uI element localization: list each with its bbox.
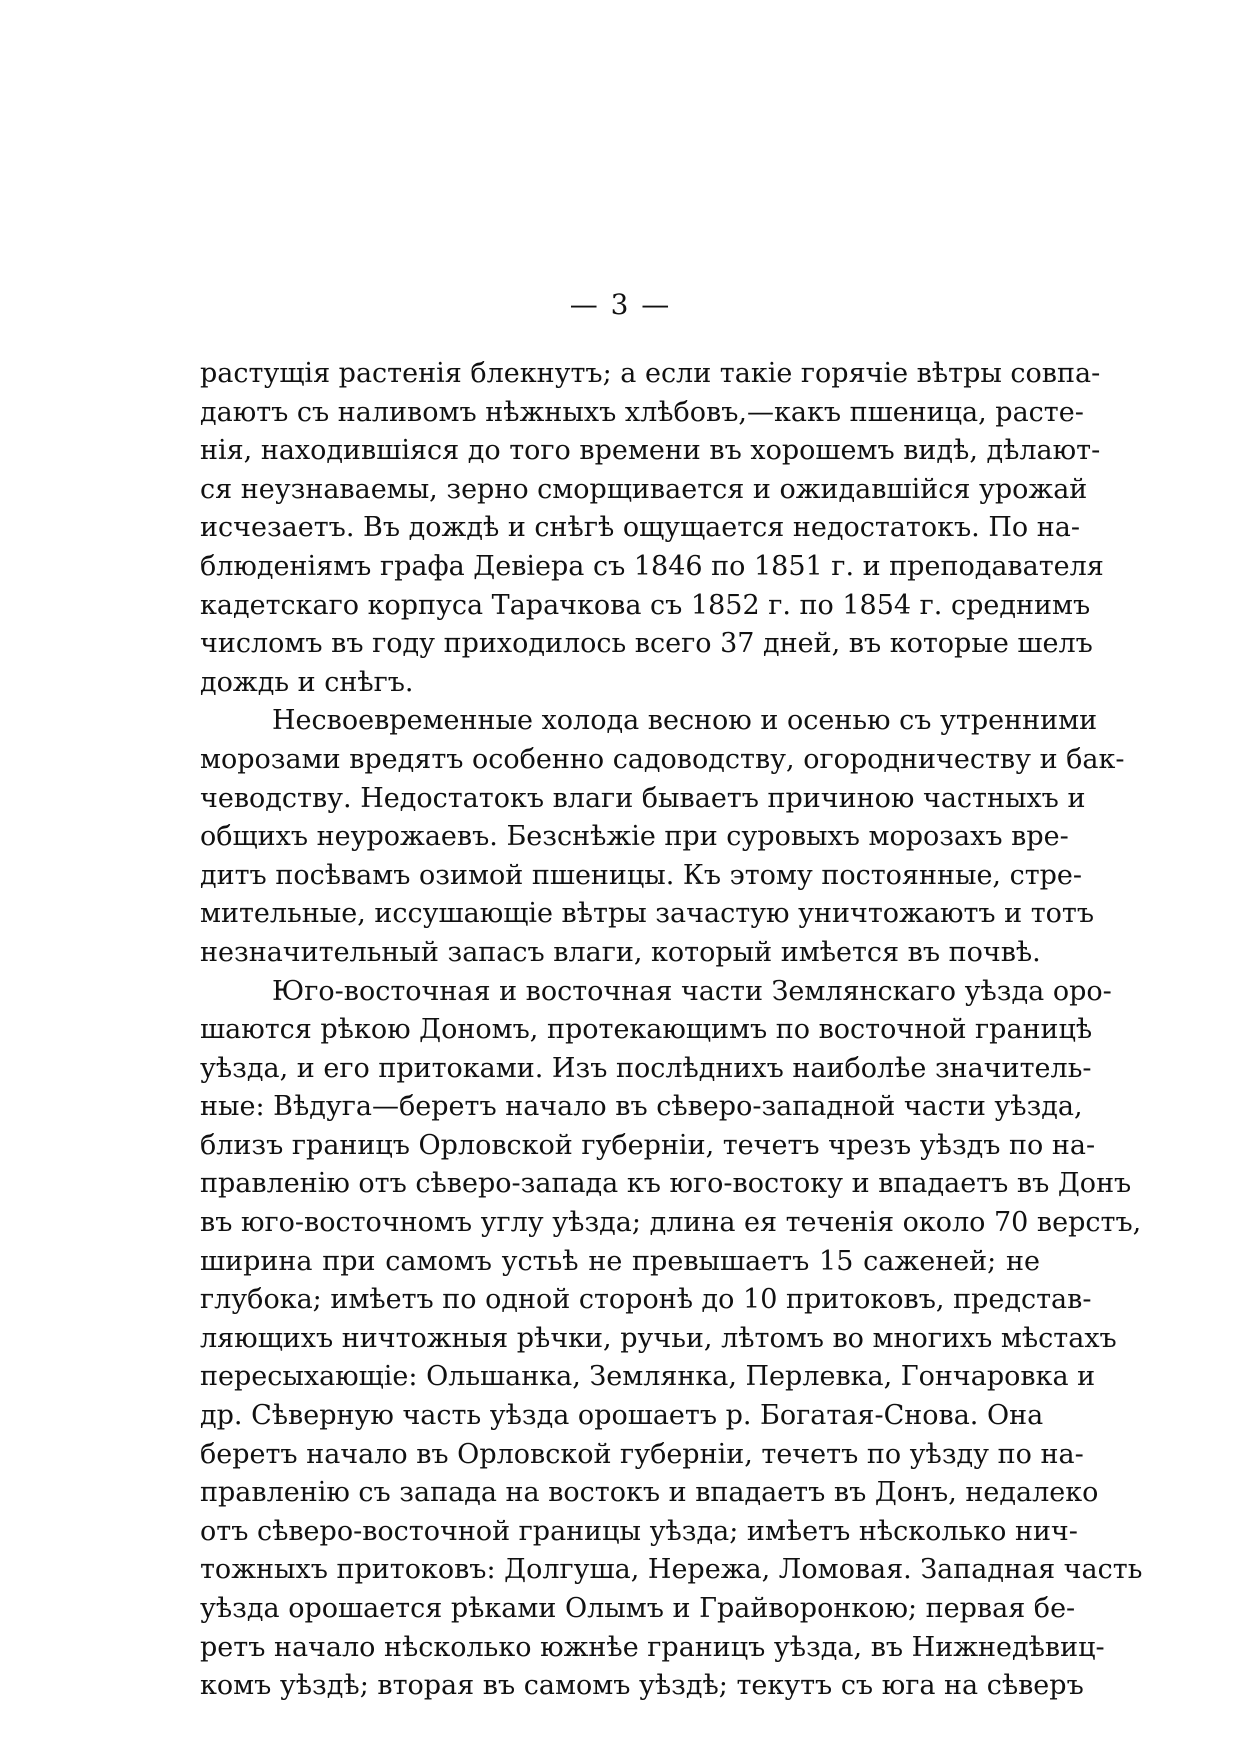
text-line: тожныхъ притоковъ: Долгуша, Нережа, Ломовая. Западная часть xyxy=(200,1554,1143,1586)
text-line: кадетскаго корпуса Тарачкова съ 1852 г. по 1854 г. среднимъ xyxy=(200,589,1091,621)
text-line: глубока; имѣетъ по одной сторонѣ до 10 притоковъ, представ- xyxy=(200,1284,1092,1316)
text-line: мительные, иссушающіе вѣтры зачастую уничтожаютъ и тотъ xyxy=(200,898,1095,930)
body-text xyxy=(200,355,1143,1706)
text-line: Несвоевременные холода весною и осенью съ утренними xyxy=(272,705,1098,737)
text-line: дождь и снѣгъ. xyxy=(200,666,414,698)
text-line: правленію отъ сѣверо-запада къ юго-востоку и впадаетъ въ Донъ xyxy=(200,1168,1132,1200)
text-line: шаются рѣкою Дономъ, протекающимъ по восточной границѣ xyxy=(200,1014,1093,1046)
text-line: дитъ посѣвамъ озимой пшеницы. Къ этому постоянные, стре- xyxy=(200,859,1083,891)
text-line: др. Сѣверную часть уѣзда орошаетъ р. Богатая-Снова. Она xyxy=(200,1400,1044,1432)
text-line: ляющихъ ничтожныя рѣчки, ручьи, лѣтомъ во многихъ мѣстахъ xyxy=(200,1322,1117,1354)
page-number: — 3 — xyxy=(569,288,672,321)
text-line: ные: Вѣдуга—беретъ начало въ сѣверо-западной части уѣзда, xyxy=(200,1091,1083,1123)
text-line: морозами вредятъ особенно садоводству, огородничеству и бак- xyxy=(200,743,1125,775)
text-line: ширина при самомъ устьѣ не превышаетъ 15 саженей; не xyxy=(200,1245,1040,1277)
text-line: ся неузнаваемы, зерно сморщивается и ожидавшійся урожай xyxy=(200,473,1088,505)
text-line: близъ границъ Орловской губерніи, течетъ чрезъ уѣздъ по на- xyxy=(200,1129,1096,1161)
text-line: блюденіямъ графа Девіера съ 1846 по 1851 г. и преподавателя xyxy=(200,550,1104,582)
text-line: беретъ начало въ Орловской губерніи, течетъ по уѣзду по на- xyxy=(200,1438,1084,1470)
text-line: растущія растенія блекнутъ; а если такіе горячіе вѣтры совпа- xyxy=(200,358,1101,389)
text-line: отъ сѣверо-восточной границы уѣзда; имѣетъ нѣсколько нич- xyxy=(200,1515,1078,1547)
text-line: нія, находившіяся до того времени въ хорошемъ видѣ, дѣлают- xyxy=(200,435,1101,467)
text-line: уѣзда, и его притоками. Изъ послѣднихъ наиболѣе значитель- xyxy=(200,1052,1092,1084)
text-line: ретъ начало нѣсколько южнѣе границъ уѣзда, въ Нижнедѣвиц- xyxy=(200,1631,1105,1663)
text-line: пересыхающіе: Ольшанка, Землянка, Перлевка, Гончаровка и xyxy=(200,1361,1096,1393)
text-line: въ юго-восточномъ углу уѣзда; длина ея теченія около 70 верстъ, xyxy=(200,1207,1142,1239)
text-line: комъ уѣздѣ; вторая въ самомъ уѣздѣ; текутъ съ юга на сѣверъ xyxy=(200,1670,1084,1702)
text-line: правленію съ запада на востокъ и впадаетъ въ Донъ, недалеко xyxy=(200,1477,1099,1509)
text-line: даютъ съ наливомъ нѣжныхъ хлѣбовъ,—какъ пшеница, расте- xyxy=(200,396,1084,428)
text-line: Юго-восточная и восточная части Землянскаго уѣзда оро- xyxy=(272,975,1112,1007)
text-line: числомъ въ году приходилось всего 37 дней, въ которые шелъ xyxy=(200,628,1093,660)
text-line: исчезаетъ. Въ дождѣ и снѣгѣ ощущается недостатокъ. По на- xyxy=(200,512,1080,544)
text-line: уѣзда орошается рѣками Олымъ и Грайворонкою; первая бе- xyxy=(200,1593,1076,1624)
text-line: чеводству. Недостатокъ влаги бываетъ причиною частныхъ и xyxy=(200,782,1086,814)
text-line: незначительный запасъ влаги, который имѣется въ почвѣ. xyxy=(200,936,1041,968)
text-line: общихъ неурожаевъ. Безснѣжіе при суровыхъ морозахъ вре- xyxy=(200,821,1069,853)
